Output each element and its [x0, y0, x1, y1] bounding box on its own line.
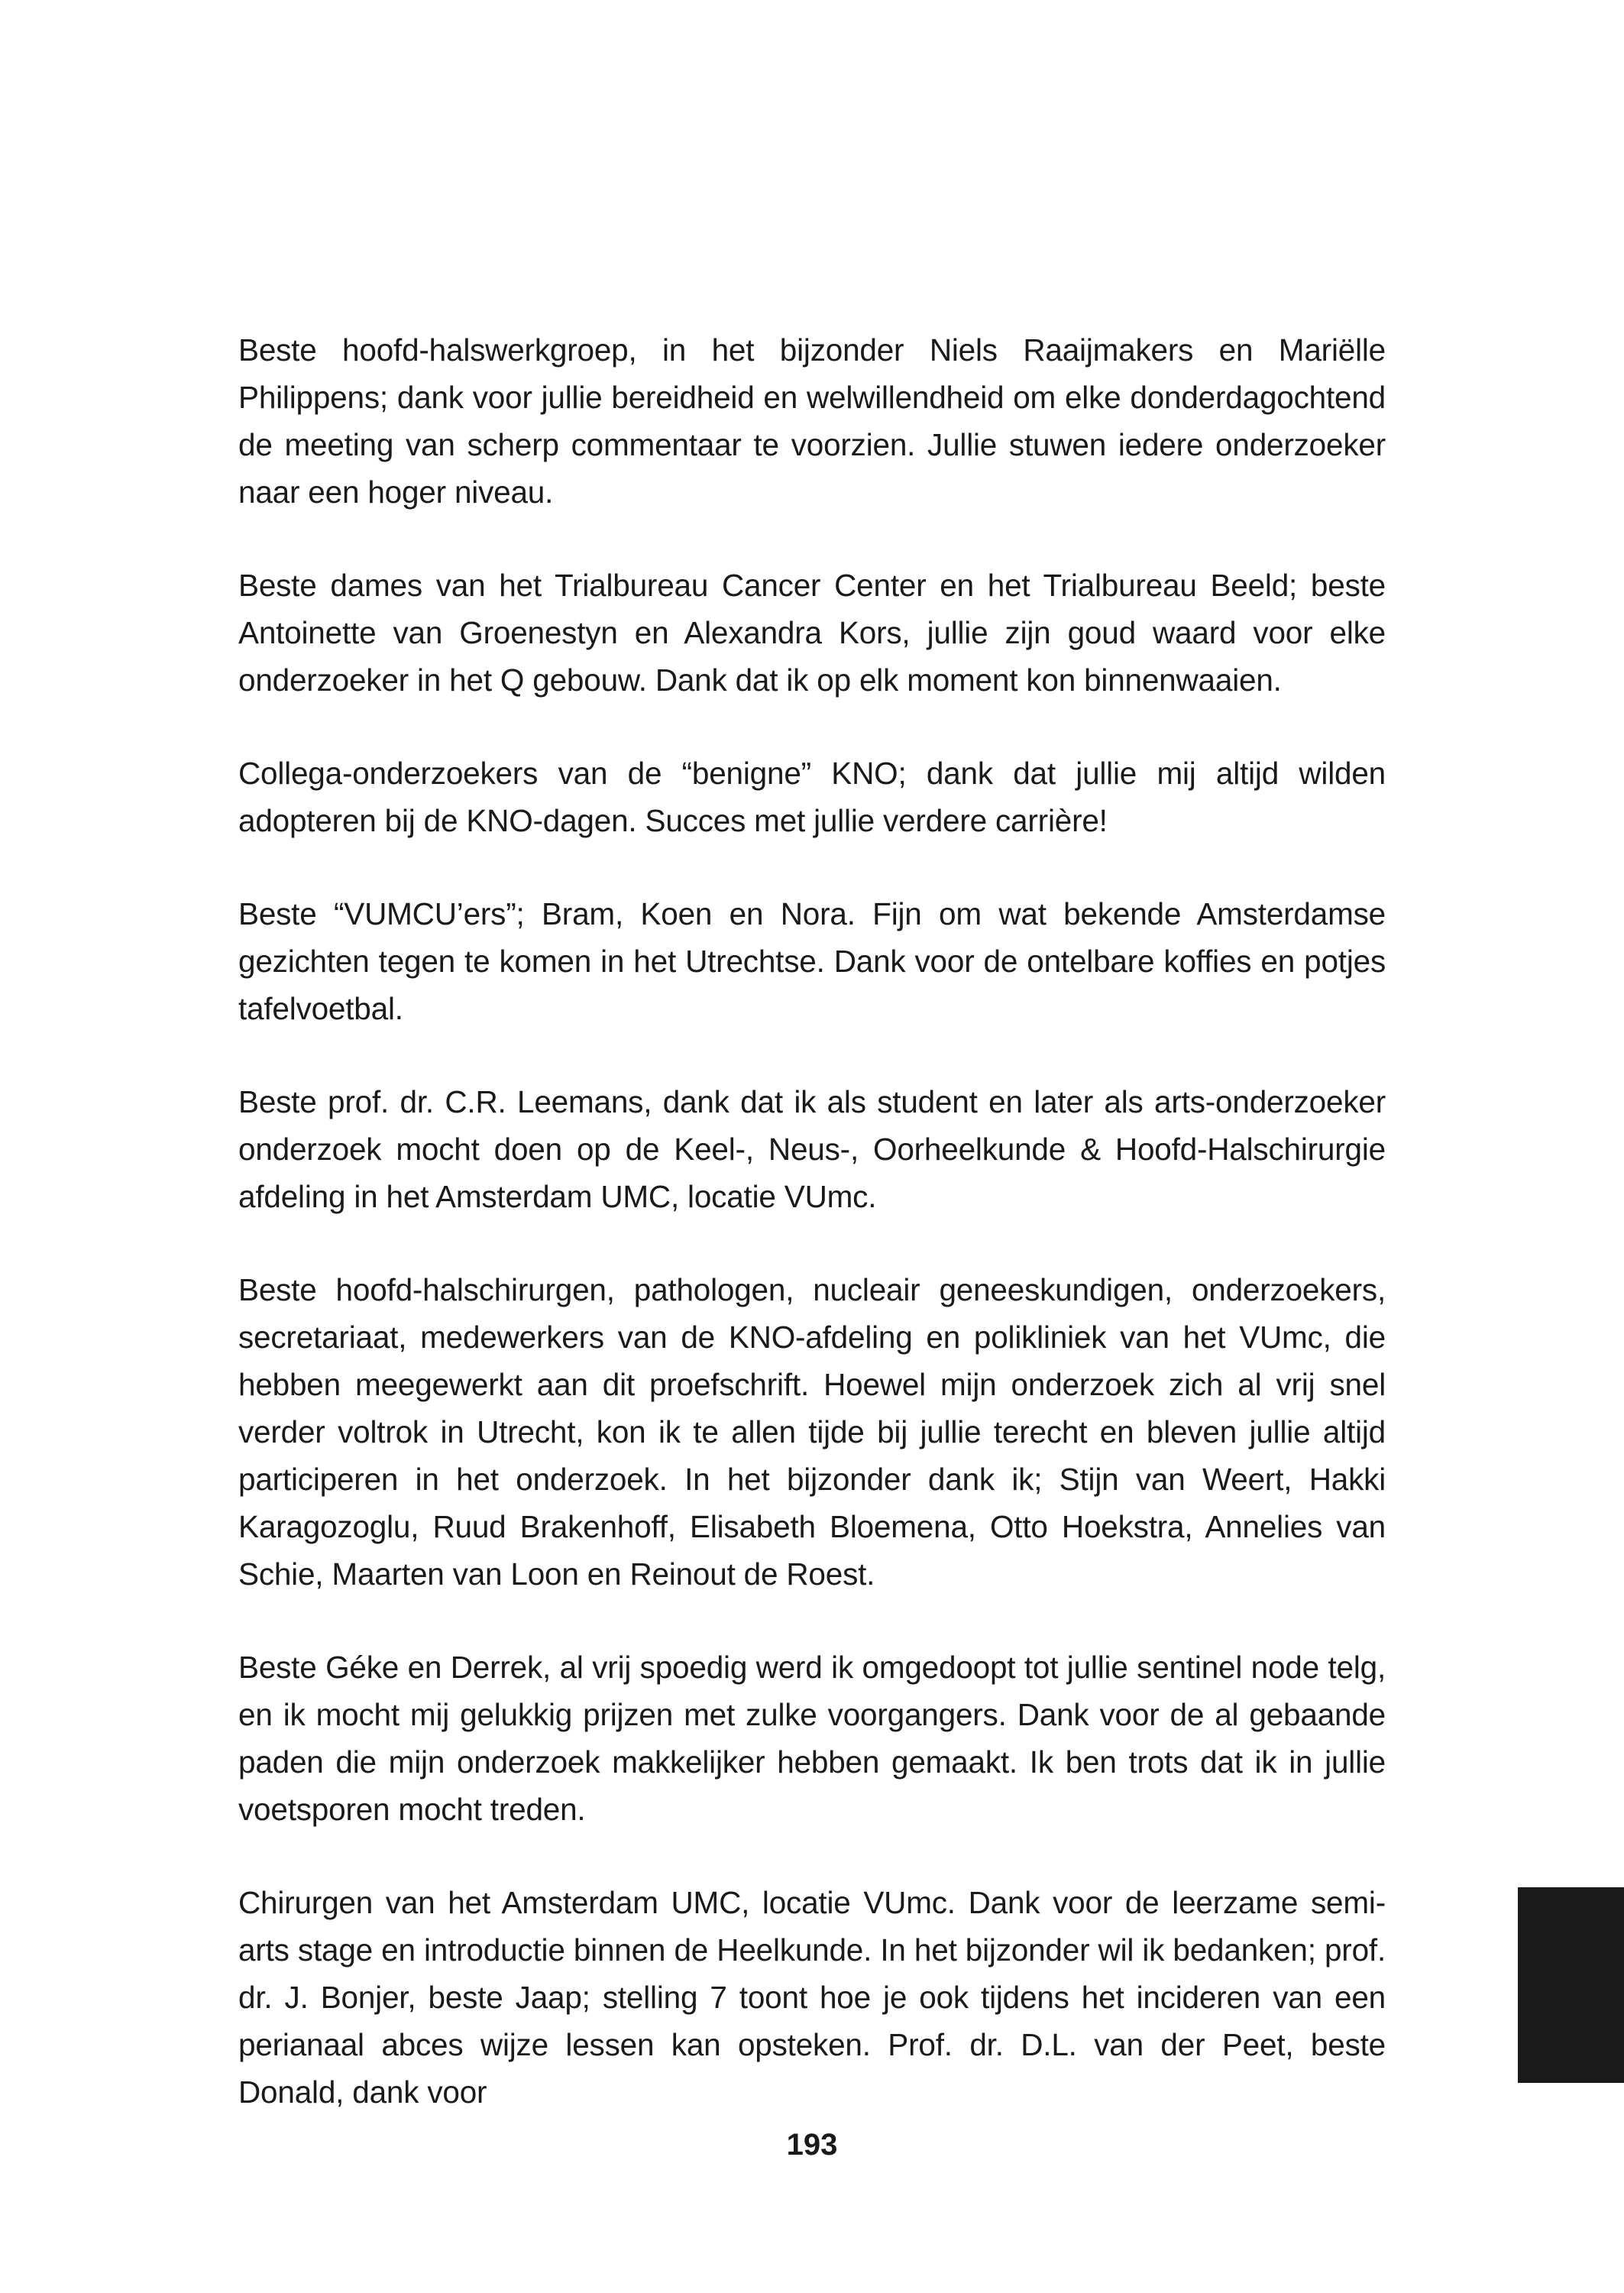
paragraph-surgeons-amsterdam: Chirurgen van het Amsterdam UMC, locatie VUmc. Dank voor de leerzame semi-arts stage en introductie binnen de Heelkunde. In het bijzonder wil ik bedanken; prof. dr. J. Bonjer, beste Jaap; stelling 7 toont hoe je ook tijdens het incideren van een perianaal abces wijze lessen kan opsteken. Prof. dr. D.L. van der Peet, beste Donald, dank voor — [238, 1885, 1386, 2110]
body-text — [238, 326, 1386, 2116]
paragraph-vumcu-ers: Beste “VUMCU’ers”; Bram, Koen en Nora. Fijn om wat bekende Amsterdamse gezichten tegen te komen in het Utrechtse. Dank voor de ontelbare koffies en potjes tafelvoetbal. — [238, 896, 1386, 1026]
paragraph-head-neck-surgeons: Beste hoofd-halschirurgen, pathologen, nucleair geneeskundigen, onderzoekers, secretariaat, medewerkers van de KNO-afdeling en polikliniek van het VUmc, die hebben meegewerkt aan dit proefschrift. Hoewel mijn onderzoek zich al vrij snel verder voltrok in Utrecht, kon ik te allen tijde bij jullie terecht en bleven jullie altijd participeren in het onderzoek. In het bijzonder dank ik; Stijn van Weert, Hakki Karagozoglu, Ruud Brakenhoff, Elisabeth Bloemena, Otto Hoekstra, Annelies van Schie, Maarten van Loon en Reinout de Roest. — [238, 1272, 1386, 1592]
paragraph-geke-derrek: Beste Géke en Derrek, al vrij spoedig werd ik omgedoopt tot jullie sentinel node telg, en ik mocht mij gelukkig prijzen met zulke voorgangers. Dank voor de al gebaande paden die mijn onderzoek makkelijker hebben gemaakt. Ik ben trots dat ik in jullie voetsporen mocht treden. — [238, 1650, 1386, 1827]
paragraph-trial-bureau: Beste dames van het Trialbureau Cancer Center en het Trialbureau Beeld; beste Antoinette van Groenestyn en Alexandra Kors, jullie zijn goud waard voor elke onderzoeker in het Q gebouw. Dank dat ik op elk moment kon binnenwaaien. — [238, 568, 1386, 698]
paragraph-benign-ent-colleagues: Collega-onderzoekers van de “benigne” KNO; dank dat jullie mij altijd wilden adopteren bij de KNO-dagen. Succes met jullie verdere carrière! — [238, 756, 1386, 838]
chapter-number: 9 — [1528, 1926, 1592, 2055]
paragraph-prof-leemans: Beste prof. dr. C.R. Leemans, dank dat ik als student en later als arts-onderzoeker onderzoek mocht doen op de Keel-, Neus-, Oorheelkunde & Hoofd-Halschirurgie afdeling in het Amsterdam UMC, locatie VUmc. — [238, 1084, 1386, 1214]
page-number: 193 — [786, 2128, 838, 2162]
paragraph-head-neck-workgroup: Beste hoofd-halswerkgroep, in het bijzonder Niels Raaijmakers en Mariëlle Philippens; dank voor jullie bereidheid en welwillendheid om elke donderdagochtend de meeting van scherp commentaar te voorzien. Jullie stuwen iedere onderzoeker naar een hoger niveau. — [238, 332, 1386, 510]
